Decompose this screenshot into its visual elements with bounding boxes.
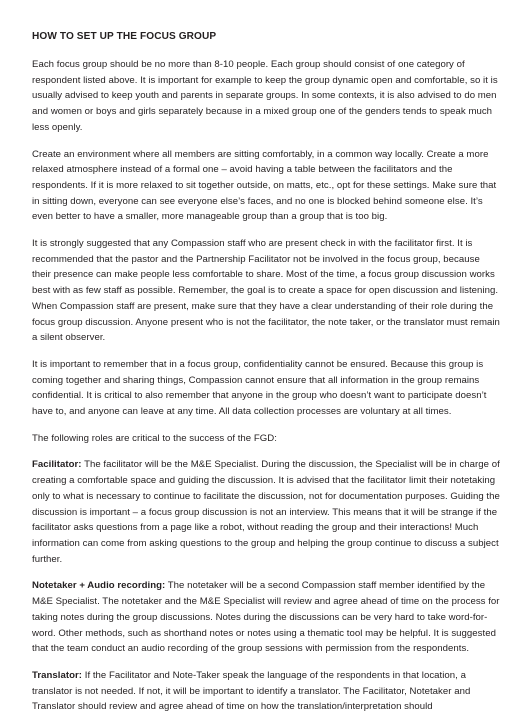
paragraph-text: If the Facilitator and Note-Taker speak the language of the respondents in that location, a translator is not needed. If not, it will be important to identify a translator. The Facilitator, Notetaker and Translator should review and agree ahead of time on how the translation/interpretation should [32, 669, 471, 713]
section-heading: HOW TO SET UP THE FOCUS GROUP [32, 31, 217, 42]
paragraph-text: It is important to remember that in a focus group, confidentiality cannot be ensured. Because this group is coming together and sharing things, Compassion cannot ensure that all information in the group remains confidential. It is critical to also remember that anyone in the group who doesn’t want to participate doesn’t have to, and anyone can leave at any time. All data collection processes are voluntary at all times. [32, 358, 487, 418]
paragraph-text: The following roles are critical to the success of the FGD: [32, 432, 277, 444]
paragraph-text: It is strongly suggested that any Compassion staff who are present check in with the facilitator first. It is recommended that the pastor and the Partnership Facilitator not be involved in the focus group, because their presence can make people less comfortable to share. Most of the time, a focus group discussion works best with as few staff as possible. Remember, the goal is to create a space for open discussion and listening. When Compassion staff are present, make sure that they have a clear understanding of their role during the focus group discussion. Anyone present who is not the facilitator, the note taker, or the translator must remain a silent observer. [32, 238, 500, 344]
role-label-notetaker: Notetaker + Audio recording: [32, 580, 166, 592]
role-label-translator: Translator: [32, 669, 83, 681]
paragraph-translator [32, 668, 500, 715]
paragraph-text: Each focus group should be no more than 8-10 people. Each group should consist of one category of respondent listed above. It is important for example to keep the group dynamic open and comfortable, so it is usually advised to keep youth and parents in separate groups. In some contexts, it is also advised to do men and women or boys and girls separately because in a mixed group one of the genders tends to speak much less openly. [32, 59, 498, 133]
role-label-facilitator: Facilitator: [32, 459, 82, 471]
paragraph-text: The facilitator will be the M&E Specialist. During the discussion, the Specialist will be in charge of creating a comfortable space and guiding the discussion. It is advised that the facilitator limit their notetaking only to what is necessary to continue to facilitate the discussion, not for documentation purposes. Guiding the discussion is important – a focus group discussion is not an interview. This means that it will be strange if the facilitator asks questions from a page like a robot, without reading the group and their interactions! Much information can come from asking questions to the group and helping the group continue to discuss a subject further. [32, 459, 500, 565]
paragraph-staff [32, 236, 500, 346]
paragraph-notetaker [32, 578, 500, 657]
paragraph-confidentiality [32, 357, 500, 420]
paragraph-text: Create an environment where all members are sitting comfortably, in a common way locally. Create a more relaxed atmosphere instead of a formal one – avoid having a table between the facilitators and the respondents. If it is more relaxed to sit together outside, on matts, etc., opt for these settings. Make sure that in sitting down, everyone can see everyone else’s faces, and no one is blocked behind someone else. It’s even better to have a smaller, more manageable group than a group that is too big. [32, 148, 497, 223]
paragraph-environment [32, 147, 500, 226]
paragraph-facilitator [32, 457, 500, 567]
paragraph-roles-intro [32, 431, 500, 447]
paragraph-group-size [32, 57, 500, 136]
paragraph-text: The notetaker will be a second Compassion staff member identified by the M&E Specialist. The notetaker and the M&E Specialist will review and agree ahead of time on the process for taking notes during the group discussions. Notes during the discussions can be very hard to take word-for-word. Other methods, such as shorthand notes or notes using a thematic tool may be helpful. It is suggested that the team conduct an audio recording of the group sessions with permission from the respondents. [32, 580, 500, 655]
